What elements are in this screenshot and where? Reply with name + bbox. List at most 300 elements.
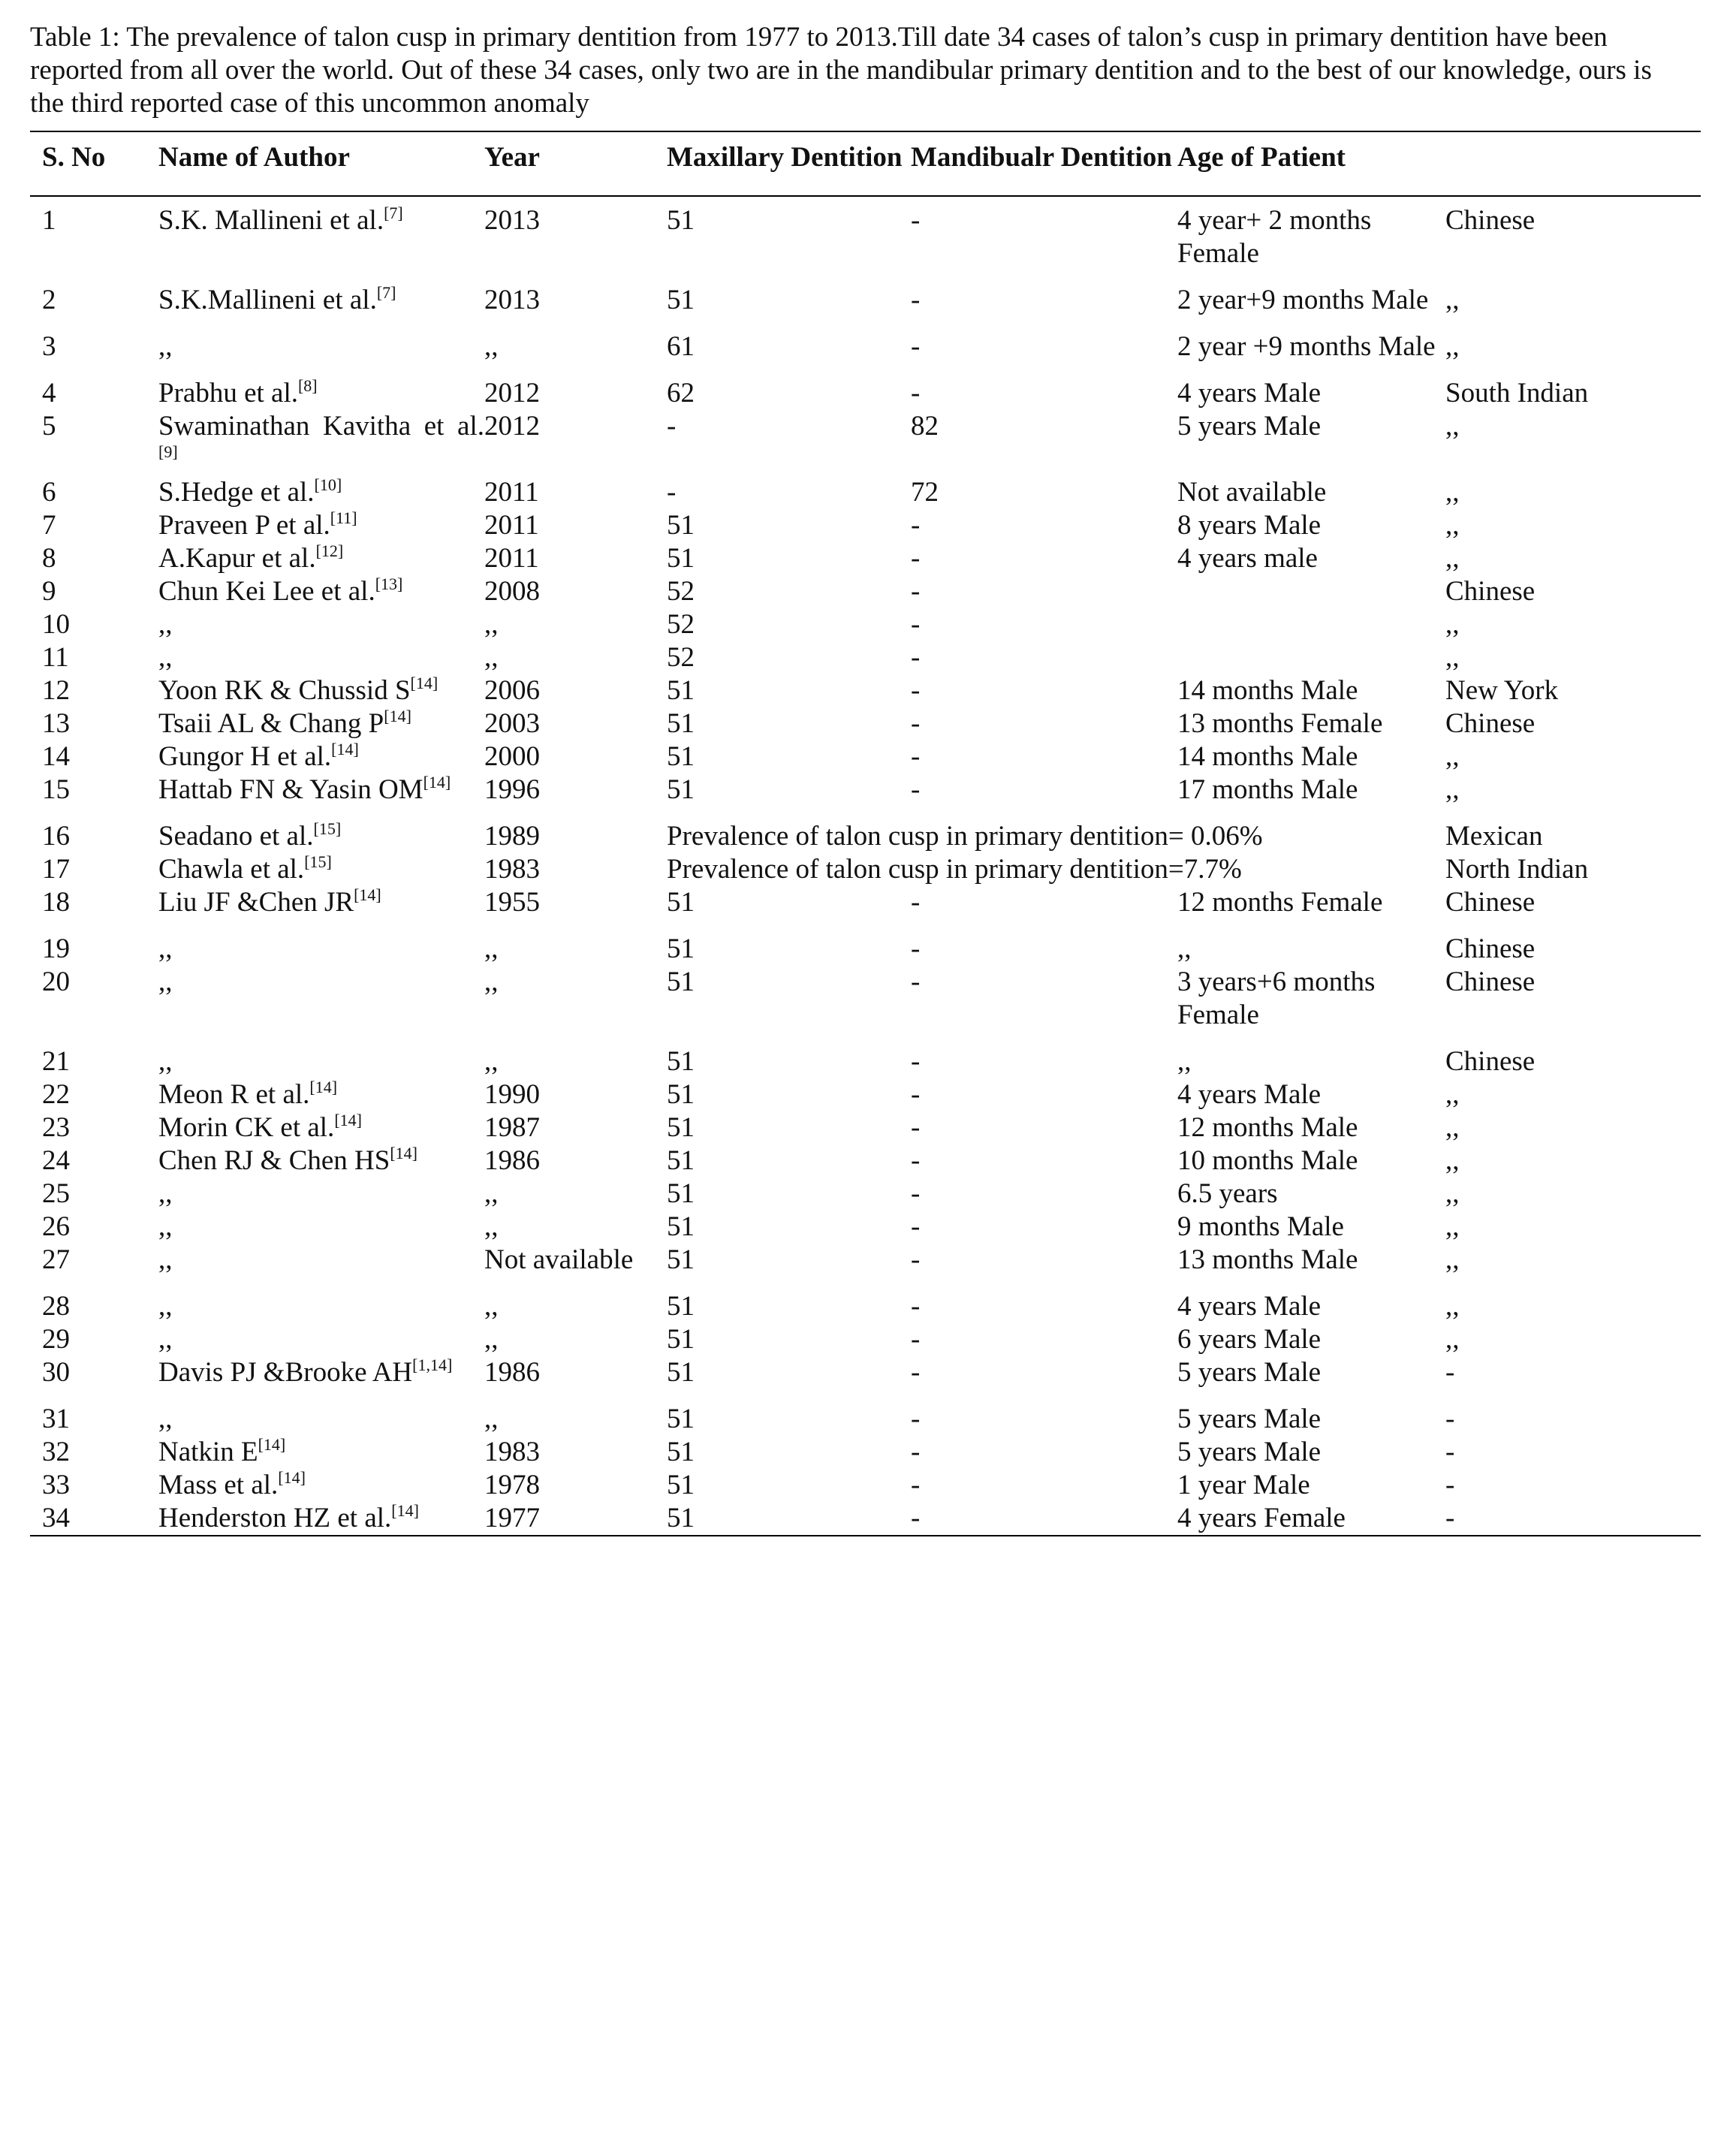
table-row — [30, 820, 1701, 853]
cell-age — [1177, 641, 1445, 674]
cell-sno: 27 — [42, 1244, 70, 1275]
author-name: Chen RJ & Chen HS — [158, 1145, 390, 1176]
author-name: Swaminathan Kavitha et al. — [158, 411, 484, 442]
cell-age: 2 year+9 months Male — [1177, 285, 1429, 315]
table-header-row — [30, 131, 1701, 196]
cell-author — [158, 330, 484, 377]
cell-year: ,, — [484, 609, 499, 640]
cell-sno: 18 — [42, 887, 70, 918]
cell-year: 1983 — [484, 1437, 540, 1467]
cell-maxillary: 51 — [667, 1211, 695, 1242]
cell-origin: Chinese — [1445, 966, 1536, 997]
cell-age — [1177, 575, 1445, 608]
cell-author — [158, 773, 484, 820]
cell-age: 14 months Male — [1177, 675, 1358, 706]
cell-age: 4 years Male — [1177, 1291, 1322, 1322]
author-name: Tsaii AL & Chang P — [158, 708, 384, 739]
cell-origin: ,, — [1445, 741, 1460, 772]
cell-maxillary: 51 — [667, 1503, 695, 1533]
cell-age: 5 years Male — [1177, 1404, 1322, 1434]
author-name: Henderston HZ et al. — [158, 1503, 392, 1533]
author-name: ,, — [158, 1211, 173, 1242]
cell-year: ,, — [484, 966, 499, 997]
cell-year: 2000 — [484, 741, 540, 772]
author-name: Prabhu et al. — [158, 378, 298, 409]
cell-origin: ,, — [1445, 1145, 1460, 1176]
cell-origin: Chinese — [1445, 576, 1536, 607]
cell-origin: - — [1445, 1404, 1455, 1434]
cell-sno: 16 — [42, 821, 70, 852]
author-name: Mass et al. — [158, 1470, 279, 1500]
cell-origin: ,, — [1445, 411, 1460, 442]
table-row — [30, 853, 1701, 886]
cell-origin: Chinese — [1445, 887, 1536, 918]
cell-year: ,, — [484, 1404, 499, 1434]
cell-mandibular: - — [911, 774, 921, 805]
cell-year: ,, — [484, 1178, 499, 1209]
cell-origin: - — [1445, 1357, 1455, 1388]
cell-mandibular: - — [911, 1291, 921, 1322]
cell-age: 4 years Male — [1177, 1079, 1322, 1110]
table-row — [30, 773, 1701, 820]
table-row — [30, 1436, 1701, 1469]
citation-ref: [8] — [297, 376, 318, 395]
cell-author — [158, 820, 484, 853]
cell-origin: ,, — [1445, 1211, 1460, 1242]
cell-age: 4 years male — [1177, 543, 1318, 574]
cell-year: 2011 — [484, 477, 539, 508]
citation-ref: [11] — [330, 508, 357, 527]
citation-ref: [14] — [410, 674, 439, 692]
cell-year: 1983 — [484, 854, 540, 885]
cell-maxillary: 51 — [667, 966, 695, 997]
cell-sno: 31 — [42, 1404, 70, 1434]
cell-mandibular: - — [911, 675, 921, 706]
cell-sno: 17 — [42, 854, 70, 885]
cell-author — [158, 707, 484, 740]
cell-year: 2008 — [484, 576, 540, 607]
author-name: Natkin E — [158, 1437, 258, 1467]
cell-age: 17 months Male — [1177, 774, 1358, 805]
cell-year: ,, — [484, 642, 499, 673]
citation-ref: [10] — [314, 475, 342, 494]
cell-mandibular: - — [911, 1145, 921, 1176]
author-name: Chun Kei Lee et al. — [158, 576, 375, 607]
table-row — [30, 1211, 1701, 1244]
cell-author — [158, 674, 484, 707]
citation-ref: [14] — [331, 740, 359, 758]
cell-sno: 8 — [42, 543, 56, 574]
header-author: Name of Author — [158, 142, 350, 173]
cell-sno: 3 — [42, 331, 56, 362]
cell-age: 5 years Male — [1177, 1357, 1322, 1388]
author-name: Morin CK et al. — [158, 1112, 335, 1143]
cell-maxillary: 51 — [667, 741, 695, 772]
cell-mandibular: - — [911, 1324, 921, 1355]
author-name: Seadano et al. — [158, 821, 314, 852]
cell-maxillary: 51 — [667, 887, 695, 918]
author-name: ,, — [158, 966, 173, 997]
cell-maxillary: 51 — [667, 285, 695, 315]
cell-sno: 22 — [42, 1079, 70, 1110]
cell-maxillary: 51 — [667, 1145, 695, 1176]
cell-year: ,, — [484, 1324, 499, 1355]
cell-age: 12 months Male — [1177, 1112, 1358, 1143]
cell-prevalence-note: Prevalence of talon cusp in primary dentition=7.7% — [667, 854, 1242, 885]
cell-maxillary: 51 — [667, 774, 695, 805]
cell-sno: 23 — [42, 1112, 70, 1143]
author-name: S.K.Mallineni et al. — [158, 285, 377, 315]
cell-sno: 7 — [42, 510, 56, 541]
cell-maxillary: 51 — [667, 708, 695, 739]
cell-age: 5 years Male — [1177, 1437, 1322, 1467]
citation-ref: [14] — [391, 1501, 419, 1520]
cell-maxillary: 51 — [667, 1079, 695, 1110]
cell-mandibular: - — [911, 1244, 921, 1275]
cell-mandibular: - — [911, 1470, 921, 1500]
cell-origin: - — [1445, 1470, 1455, 1500]
cell-origin: ,, — [1445, 1291, 1460, 1322]
cell-mandibular: - — [911, 1503, 921, 1533]
cell-author — [158, 377, 484, 410]
author-name: S.Hedge et al. — [158, 477, 315, 508]
cell-maxillary: 51 — [667, 1470, 695, 1500]
cell-age: 4 years Female — [1177, 1503, 1346, 1533]
citation-ref: [7] — [384, 204, 403, 222]
cell-year: 2012 — [484, 411, 540, 442]
cell-sno: 34 — [42, 1503, 70, 1533]
cell-maxillary: 51 — [667, 1291, 695, 1322]
cell-author — [158, 1045, 484, 1078]
table-caption: Table 1: The prevalence of talon cusp in primary dentition from 1977 to 2013.Till date 34 cases of talon’s cusp in primary dentition have been reported from all over the world. Out of these 34 cases, only two are in the mandibular primary dentition and to the best of our knowledge, ours is the third reported case of this uncommon anomaly — [30, 22, 1652, 119]
cell-year: 2012 — [484, 378, 540, 409]
author-name: ,, — [158, 933, 173, 964]
cell-year: 1989 — [484, 821, 540, 852]
cell-sno: 30 — [42, 1357, 70, 1388]
cell-maxillary: 51 — [667, 1404, 695, 1434]
author-name: ,, — [158, 642, 173, 673]
cell-origin: ,, — [1445, 1244, 1460, 1275]
cell-author — [158, 575, 484, 608]
cell-origin: ,, — [1445, 1178, 1460, 1209]
cell-origin: New York — [1445, 675, 1559, 706]
cell-sno: 11 — [42, 642, 69, 673]
author-name: ,, — [158, 1324, 173, 1355]
cell-origin: Chinese — [1445, 708, 1536, 739]
cell-age: 5 years Male — [1177, 411, 1322, 442]
cell-sno: 1 — [42, 205, 56, 236]
author-name: Chawla et al. — [158, 854, 305, 885]
table-body — [30, 196, 1701, 1536]
cell-mandibular: - — [911, 543, 921, 574]
cell-maxillary: 51 — [667, 1112, 695, 1143]
cell-author — [158, 1144, 484, 1178]
author-name: ,, — [158, 1244, 173, 1275]
cell-origin: North Indian — [1445, 854, 1589, 885]
cell-mandibular: - — [911, 331, 921, 362]
cell-maxillary: 51 — [667, 933, 695, 964]
cell-age: 6 years Male — [1177, 1324, 1322, 1355]
cell-sno: 5 — [42, 411, 56, 442]
cell-origin: ,, — [1445, 477, 1460, 508]
cell-year: 2011 — [484, 543, 539, 574]
cell-age: 3 years+6 months Female — [1177, 966, 1376, 1030]
cell-maxillary: 61 — [667, 331, 695, 362]
table-row — [30, 196, 1701, 284]
cell-year: 2006 — [484, 675, 540, 706]
table-row — [30, 284, 1701, 330]
table-row — [30, 966, 1701, 1045]
cell-author — [158, 1290, 484, 1323]
cell-author — [158, 1111, 484, 1144]
cell-author — [158, 853, 484, 886]
author-name: ,, — [158, 609, 173, 640]
table-row — [30, 1078, 1701, 1111]
cell-origin: ,, — [1445, 774, 1460, 805]
cell-age: 13 months Male — [1177, 1244, 1358, 1275]
cell-age: 12 months Female — [1177, 887, 1383, 918]
cell-maxillary: 52 — [667, 642, 695, 673]
table-row — [30, 641, 1701, 674]
table-row — [30, 1144, 1701, 1178]
table-row — [30, 608, 1701, 641]
cell-age: 10 months Male — [1177, 1145, 1358, 1176]
cell-mandibular: - — [911, 378, 921, 409]
cell-author — [158, 1403, 484, 1436]
cell-year: 1986 — [484, 1357, 540, 1388]
cell-age: ,, — [1177, 1046, 1192, 1077]
cell-author — [158, 641, 484, 674]
cell-year: ,, — [484, 331, 499, 362]
table-row — [30, 476, 1701, 509]
page — [30, 21, 1678, 1536]
cell-mandibular: - — [911, 1046, 921, 1077]
author-name: Gungor H et al. — [158, 741, 332, 772]
cell-age: 4 years Male — [1177, 378, 1322, 409]
cell-origin: - — [1445, 1503, 1455, 1533]
cell-mandibular: - — [911, 609, 921, 640]
header-mandibular: Mandibualr Dentition — [911, 142, 1172, 173]
table-row — [30, 933, 1701, 966]
cell-sno: 20 — [42, 966, 70, 997]
cell-maxillary: 51 — [667, 675, 695, 706]
cell-author — [158, 509, 484, 542]
citation-ref: [15] — [313, 819, 342, 838]
author-name: Meon R et al. — [158, 1079, 310, 1110]
table-row — [30, 1502, 1701, 1536]
citation-ref: [1,14] — [412, 1355, 453, 1374]
author-name: Davis PJ &Brooke AH — [158, 1357, 413, 1388]
cell-mandibular: - — [911, 887, 921, 918]
cell-author — [158, 886, 484, 933]
author-name: ,, — [158, 1046, 173, 1077]
cell-maxillary: 51 — [667, 510, 695, 541]
table-row — [30, 410, 1701, 476]
cell-author — [158, 608, 484, 641]
cell-year: 1955 — [484, 887, 540, 918]
cell-mandibular: - — [911, 1079, 921, 1110]
cell-mandibular: - — [911, 576, 921, 607]
cell-origin: - — [1445, 1437, 1455, 1467]
author-name: Yoon RK & Chussid S — [158, 675, 411, 706]
cell-maxillary: - — [667, 477, 677, 508]
author-name: A.Kapur et al. — [158, 543, 316, 574]
cell-year: 1990 — [484, 1079, 540, 1110]
cell-origin: Chinese — [1445, 205, 1536, 236]
table-row — [30, 1244, 1701, 1290]
citation-ref: [15] — [304, 852, 332, 871]
cell-year: 2003 — [484, 708, 540, 739]
cell-maxillary: 51 — [667, 1357, 695, 1388]
cell-mandibular: 82 — [911, 411, 939, 442]
citation-ref: [14] — [278, 1468, 306, 1487]
cell-year: ,, — [484, 1046, 499, 1077]
cell-year: 2013 — [484, 285, 540, 315]
cell-age: 4 year+ 2 months Female — [1177, 205, 1372, 269]
cell-mandibular: - — [911, 1211, 921, 1242]
cell-sno: 26 — [42, 1211, 70, 1242]
cell-age: 9 months Male — [1177, 1211, 1344, 1242]
cell-author — [158, 1178, 484, 1211]
cell-year: ,, — [484, 933, 499, 964]
cell-year: Not available — [484, 1244, 634, 1275]
citation-ref: [14] — [390, 1144, 418, 1162]
cell-mandibular: - — [911, 966, 921, 997]
citation-ref: [14] — [309, 1078, 338, 1096]
cell-author — [158, 740, 484, 773]
cell-author — [158, 966, 484, 1045]
cell-author — [158, 1078, 484, 1111]
cell-author — [158, 284, 484, 330]
table-row — [30, 1356, 1701, 1403]
table-row — [30, 542, 1701, 575]
cell-maxillary: 51 — [667, 1244, 695, 1275]
cell-sno: 21 — [42, 1046, 70, 1077]
cell-maxillary: 51 — [667, 1046, 695, 1077]
cell-origin: ,, — [1445, 1079, 1460, 1110]
cell-mandibular: - — [911, 510, 921, 541]
citation-ref: [14] — [258, 1435, 286, 1454]
cell-sno: 33 — [42, 1470, 70, 1500]
header-sno: S. No — [42, 142, 106, 173]
cell-author — [158, 1323, 484, 1356]
cell-year: 1986 — [484, 1145, 540, 1176]
author-name: ,, — [158, 331, 173, 362]
table-row — [30, 1178, 1701, 1211]
author-name: Hattab FN & Yasin OM — [158, 774, 423, 805]
cell-year: 1996 — [484, 774, 540, 805]
cell-origin: Mexican — [1445, 821, 1543, 852]
cell-mandibular: - — [911, 1357, 921, 1388]
cell-author — [158, 196, 484, 284]
cell-mandibular: - — [911, 1178, 921, 1209]
cell-age: ,, — [1177, 933, 1192, 964]
table-row — [30, 1045, 1701, 1078]
cell-mandibular: - — [911, 708, 921, 739]
author-name: Liu JF &Chen JR — [158, 887, 354, 918]
header-origin — [1445, 131, 1701, 196]
table-row — [30, 1323, 1701, 1356]
cell-sno: 6 — [42, 477, 56, 508]
cell-sno: 2 — [42, 285, 56, 315]
cell-maxillary: 51 — [667, 1324, 695, 1355]
cell-year: 1987 — [484, 1112, 540, 1143]
cell-origin: Chinese — [1445, 1046, 1536, 1077]
cell-origin: ,, — [1445, 642, 1460, 673]
cell-maxillary: - — [667, 411, 677, 442]
author-name: ,, — [158, 1178, 173, 1209]
cell-origin: ,, — [1445, 510, 1460, 541]
table-row — [30, 1290, 1701, 1323]
cell-author — [158, 1469, 484, 1502]
table-row — [30, 575, 1701, 608]
cell-mandibular: - — [911, 741, 921, 772]
cell-year: ,, — [484, 1291, 499, 1322]
cell-year: 1978 — [484, 1470, 540, 1500]
cell-author — [158, 476, 484, 509]
citation-ref: [14] — [384, 707, 411, 725]
cell-maxillary: 51 — [667, 205, 695, 236]
cell-age: 2 year +9 months Male — [1177, 331, 1436, 362]
cell-mandibular: 72 — [911, 477, 939, 508]
cell-author — [158, 933, 484, 966]
cell-maxillary: 62 — [667, 378, 695, 409]
cell-origin: ,, — [1445, 1112, 1460, 1143]
table-row — [30, 886, 1701, 933]
cell-mandibular: - — [911, 205, 921, 236]
table-row — [30, 740, 1701, 773]
cell-sno: 12 — [42, 675, 70, 706]
cell-author — [158, 1244, 484, 1290]
cell-maxillary: 52 — [667, 576, 695, 607]
cell-author — [158, 1502, 484, 1536]
table-row — [30, 1111, 1701, 1144]
cell-sno: 10 — [42, 609, 70, 640]
author-name: ,, — [158, 1404, 173, 1434]
cell-age: 14 months Male — [1177, 741, 1358, 772]
cell-sno: 28 — [42, 1291, 70, 1322]
cell-author — [158, 1436, 484, 1469]
cell-sno: 13 — [42, 708, 70, 739]
cell-age — [1177, 608, 1445, 641]
cell-mandibular: - — [911, 1404, 921, 1434]
cell-sno: 19 — [42, 933, 70, 964]
cell-mandibular: - — [911, 642, 921, 673]
cell-origin: ,, — [1445, 609, 1460, 640]
citation-ref: [9] — [158, 442, 178, 461]
table-row — [30, 1469, 1701, 1502]
cell-origin: South Indian — [1445, 378, 1589, 409]
cell-mandibular: - — [911, 933, 921, 964]
cell-sno: 9 — [42, 576, 56, 607]
author-name: S.K. Mallineni et al. — [158, 205, 384, 236]
cell-age: 13 months Female — [1177, 708, 1383, 739]
cell-maxillary: 51 — [667, 1437, 695, 1467]
cell-age: 6.5 years — [1177, 1178, 1278, 1209]
citation-ref: [14] — [334, 1111, 362, 1129]
cell-author — [158, 1211, 484, 1244]
cell-prevalence-note: Prevalence of talon cusp in primary dentition= 0.06% — [667, 821, 1263, 852]
cell-year: ,, — [484, 1211, 499, 1242]
cell-maxillary: 51 — [667, 543, 695, 574]
author-name: Praveen P et al. — [158, 510, 330, 541]
cell-sno: 32 — [42, 1437, 70, 1467]
cell-origin: ,, — [1445, 331, 1460, 362]
cell-author — [158, 542, 484, 575]
cell-author — [158, 410, 484, 476]
cell-maxillary: 51 — [667, 1178, 695, 1209]
cell-age: 1 year Male — [1177, 1470, 1310, 1500]
